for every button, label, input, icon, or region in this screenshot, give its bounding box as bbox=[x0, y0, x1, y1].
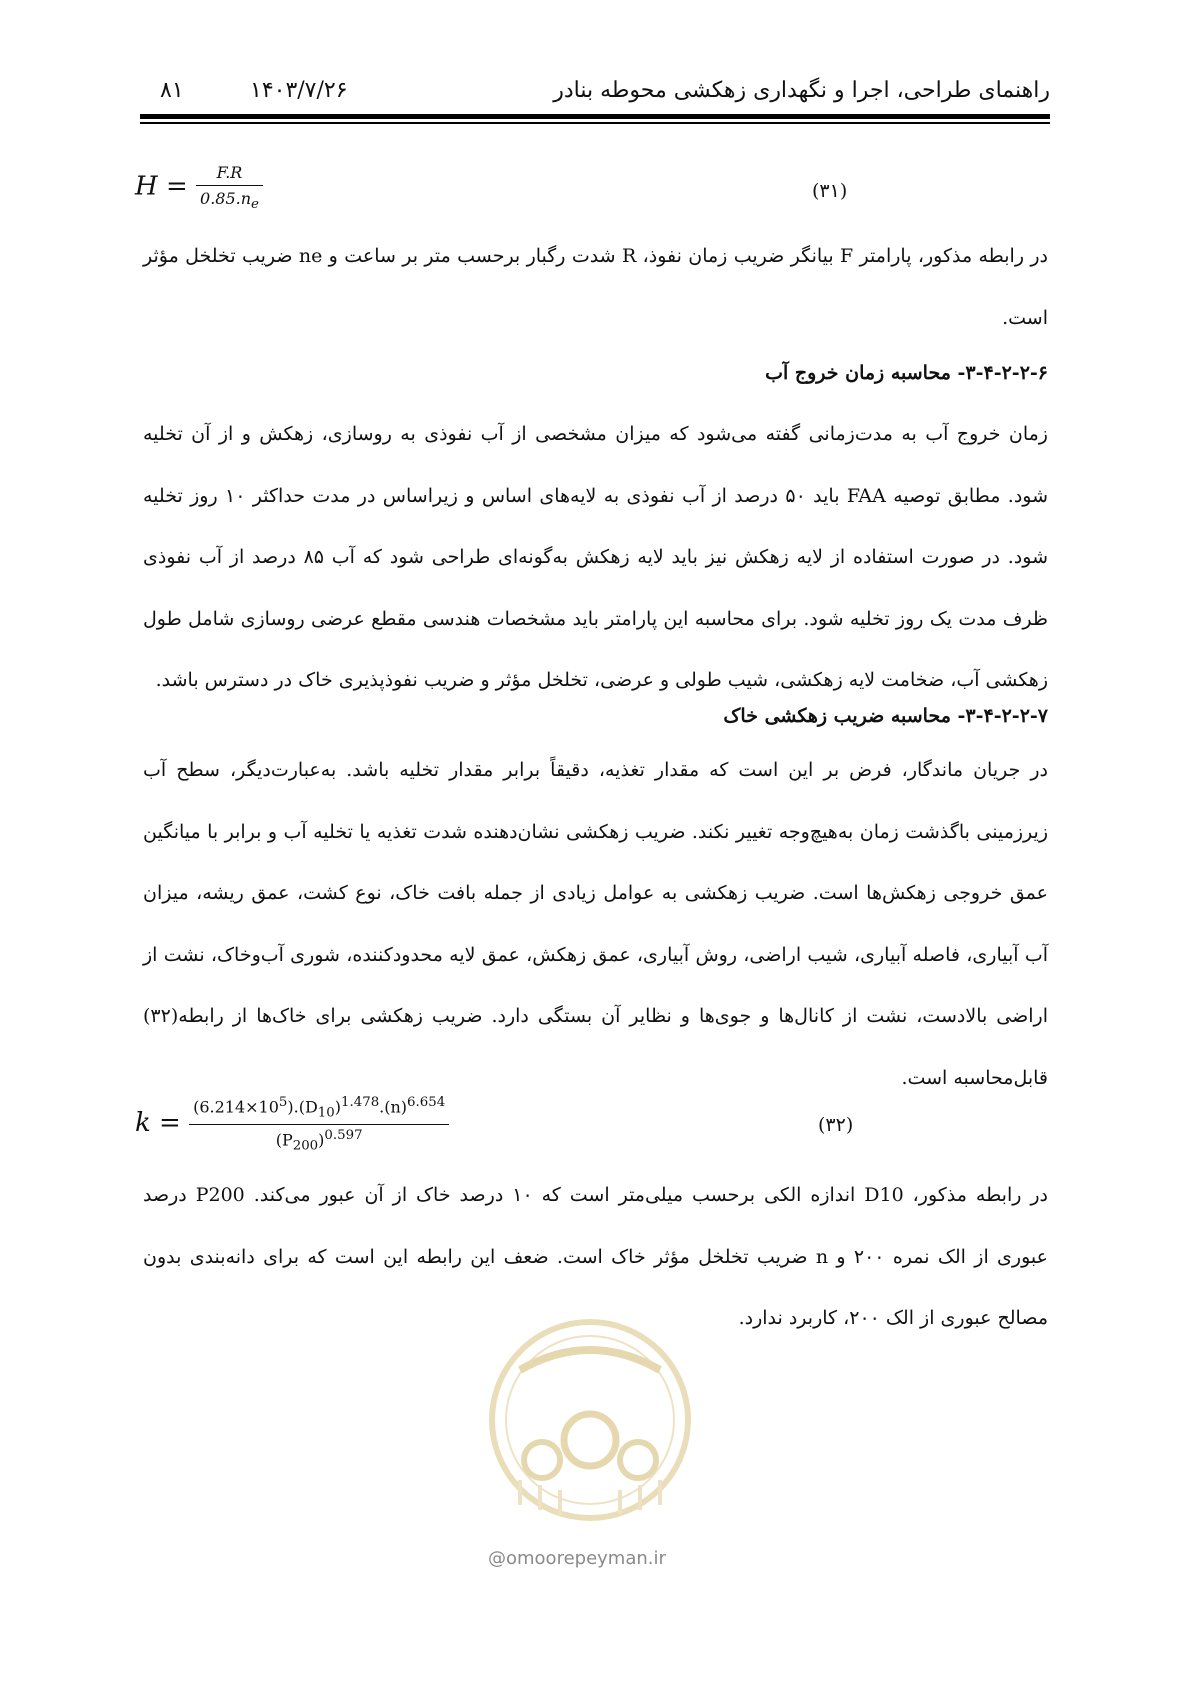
eq32-num-d: .(n) bbox=[379, 1097, 408, 1117]
document-date: ۱۴۰۳/۷/۲۶ bbox=[250, 78, 348, 103]
header-rule-thin bbox=[140, 122, 1050, 124]
eq32-den-b: ) bbox=[318, 1129, 325, 1149]
eq32-num-a-sup: 5 bbox=[278, 1095, 288, 1110]
eq32-num-c-sup: 1.478 bbox=[341, 1095, 380, 1110]
section-heading-6: ۳-۴-۲-۲-۶- محاسبه زمان خروج آب bbox=[765, 362, 1048, 384]
page-number: ۸۱ bbox=[160, 78, 184, 103]
eq32-den-a-sub: 200 bbox=[292, 1138, 319, 1154]
eq31-denominator bbox=[196, 186, 263, 212]
watermark-caption: @omoorepeyman.ir bbox=[488, 1548, 666, 1569]
watermark-logo-icon bbox=[480, 1310, 700, 1540]
eq32-denominator bbox=[189, 1125, 449, 1154]
header-rule-thick bbox=[140, 114, 1050, 119]
eq32-lhs: k bbox=[135, 1108, 151, 1139]
eq32-fraction bbox=[189, 1095, 449, 1153]
paragraph-3: در جریان ماندگار، فرض بر این است که مقدار تغذیه، دقیقاً برابر مقدار تخلیه باشد. به‌عبارت‌دیگر، سطح آب زیرزمینی باگذشت زمان به‌هیچ‌وجه تغییر نکند. ضریب زهکشی نشان‌دهنده شدت تغذیه یا تخلیه آب و برابر با میانگین عمق خروجی زهکش‌ها است. ضریب زهکشی به عوامل زیادی از جمله بافت خاک، نوع کشت، عمق ریشه، میزان آب آبیاری، فاصله آبیاری، شیب اراضی، روش آبیاری، عمق زهکش، عمق لایه محدودکننده، شوری آب‌وخاک، نشت از اراضی بالادست، نشت از کانال‌ها و جوی‌ها و نظایر آن بستگی دارد. ضریب زهکشی برای خاک‌ها از رابطه(۳۲) قابل‌محاسبه است. bbox=[143, 759, 1048, 1089]
equation-32-number: (۳۲) bbox=[818, 1114, 854, 1136]
equation-31: H = $\frac{F.R}{0.85.n_e}$ bbox=[135, 163, 263, 212]
eq31-den-sub: e bbox=[251, 197, 259, 213]
eq31-fraction bbox=[196, 163, 263, 212]
page-header bbox=[140, 78, 1050, 108]
eq32-num-c: ) bbox=[334, 1097, 342, 1117]
paragraph-1: در رابطه مذکور، پارامتر F بیانگر ضریب زمان نفوذ، R شدت رگبار برحسب متر بر ساعت و ne ضریب تخلخل مؤثر است. bbox=[143, 245, 1048, 329]
eq32-den-a: (P bbox=[275, 1129, 293, 1149]
eq32-num-d-sup: 6.654 bbox=[407, 1095, 446, 1110]
equation-31-number: (۳۱) bbox=[812, 180, 848, 202]
eq32-num-b-sub: 10 bbox=[317, 1105, 335, 1121]
paragraph-2: زمان خروج آب به مدت‌زمانی گفته می‌شود که میزان مشخصی از آب نفوذی به روسازی، زهکش و از آن تخلیه شود. مطابق توصیه FAA باید ۵۰ درصد از آب نفوذی به لایه‌های اساس و زیراساس در مدت حداکثر ۱۰ روز تخلیه شود. در صورت استفاده از لایه زهکش نیز باید لایه زهکش به‌گونه‌ای طراحی شود که آب ۸۵ درصد از آب نفوذی ظرف مدت یک روز تخلیه شود. برای محاسبه این پارامتر باید مشخصات هندسی مقطع عرضی روسازی شامل طول زهکشی آب، ضخامت لایه زهکشی، شیب طولی و عرضی، تخلخل مؤثر و ضریب نفوذپذیری خاک در دسترس باشد. bbox=[143, 423, 1049, 691]
equation-32: k = $\frac{(6.214\times 10^5).(D_{10})^{1.478}.(n)^{6.654}}{(P_{200})^{0.597}}$ bbox=[135, 1095, 449, 1153]
eq31-lhs: H bbox=[135, 171, 158, 202]
eq31-den-text: 0.85.n bbox=[200, 189, 252, 208]
eq32-num-a: (6.214×10 bbox=[193, 1097, 279, 1117]
eq31-numerator: F.R bbox=[196, 163, 263, 186]
eq32-numerator bbox=[189, 1095, 449, 1125]
paragraph-4: در رابطه مذکور، D10 اندازه الکی برحسب میلی‌متر است که ۱۰ درصد خاک از آن عبور می‌کند. P200 درصد عبوری از الک نمره ۲۰۰ و n ضریب تخلخل مؤثر خاک است. ضعف این رابطه این است که برای دانه‌بندی بدون مصالح عبوری از الک ۲۰۰، کاربرد ندارد. bbox=[143, 1184, 1048, 1329]
document-title: راهنمای طراحی، اجرا و نگهداری زهکشی محوطه بنادر bbox=[553, 78, 1050, 103]
eq32-num-b: ).(D bbox=[287, 1097, 318, 1117]
eq32-den-b-sup: 0.597 bbox=[324, 1127, 363, 1143]
section-heading-7: ۳-۴-۲-۲-۷- محاسبه ضریب زهکشی خاک bbox=[723, 705, 1048, 727]
